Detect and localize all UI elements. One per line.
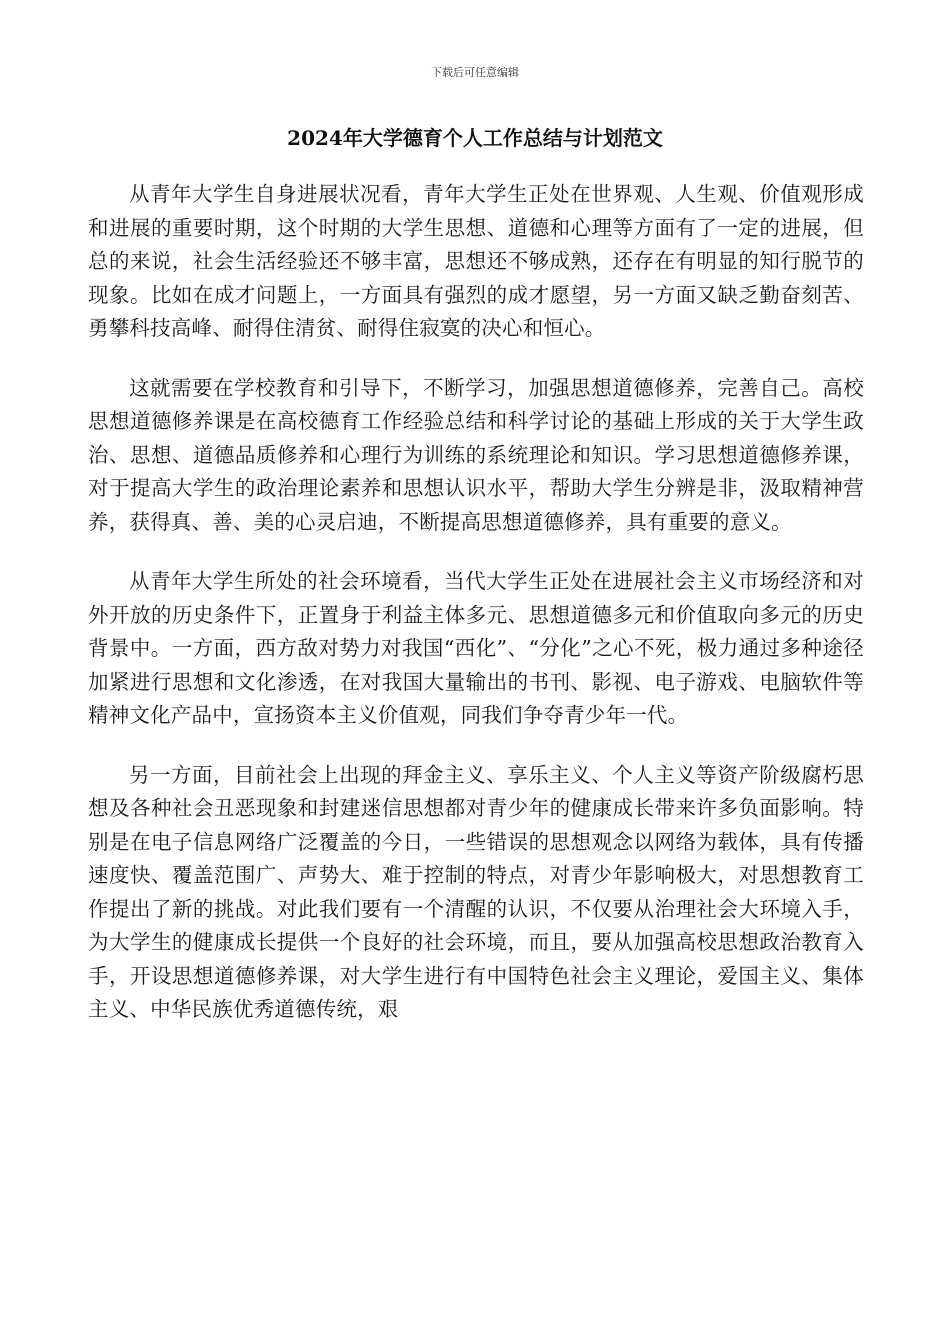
paragraph-4: 另一方面，目前社会上出现的拜金主义、享乐主义、个人主义等资产阶级腐朽思想及各种社会丑恶现象和封建迷信思想都对青少年的健康成长带来许多负面影响。特别是在电子信息网络广泛覆盖的今日，一些错误的思想观念以网络为载体，具有传播速度快、覆盖范围广、声势大、难于控制的特点，对青少年影响极大，对思想教育工作提出了新的挑战。对此我们要有一个清醒的认识，不仅要从治理社会大环境入手，为大学生的健康成长提供一个良好的社会环境，而且，要从加强高校思想政治教育入手，开设思想道德修养课，对大学生进行有中国特色社会主义理论，爱国主义、集体主义、中华民族优秀道德传统，艰 [88, 762, 864, 1021]
paragraph-3: 从青年大学生所处的社会环境看，当代大学生正处在进展社会主义市场经济和对外开放的历史条件下，正置身于利益主体多元、思想道德多元和价值取向多元的历史背景中。一方面，西方敌对势力对我国“西化”、“分化”之心不死，极力通过多种途径加紧进行思想和文化渗透，在对我国大量输出的书刊、影视、电子游戏、电脑软件等精神文化产品中，宣扬资本主义价值观，同我们争夺青少年一代。 [88, 569, 864, 727]
header-note: 下载后可任意编辑 [431, 66, 519, 79]
paragraph-1: 从青年大学生自身进展状况看，青年大学生正处在世界观、人生观、价值观形成和进展的重要时期，这个时期的大学生思想、道德和心理等方面有了一定的进展，但总的来说，社会生活经验还不够丰富，思想还不够成熟，还存在有明显的知行脱节的现象。比如在成才问题上，一方面具有强烈的成才愿望，另一方面又缺乏勤奋刻苦、勇攀科技高峰、耐得住清贫、耐得住寂寞的决心和恒心。 [88, 182, 864, 340]
document-title: 2024年大学德育个人工作总结与计划范文 [287, 126, 663, 150]
paragraph-2: 这就需要在学校教育和引导下，不断学习，加强思想道德修养，完善自己。高校思想道德修养课是在高校德育工作经验总结和科学讨论的基础上形成的关于大学生政治、思想、道德品质修养和心理行为训练的系统理论和知识。学习思想道德修养课，对于提高大学生的政治理论素养和思想认识水平，帮助大学生分辨是非，汲取精神营养，获得真、善、美的心灵启迪，不断提高思想道德修养，具有重要的意义。 [88, 375, 864, 534]
document-body [88, 178, 864, 1053]
